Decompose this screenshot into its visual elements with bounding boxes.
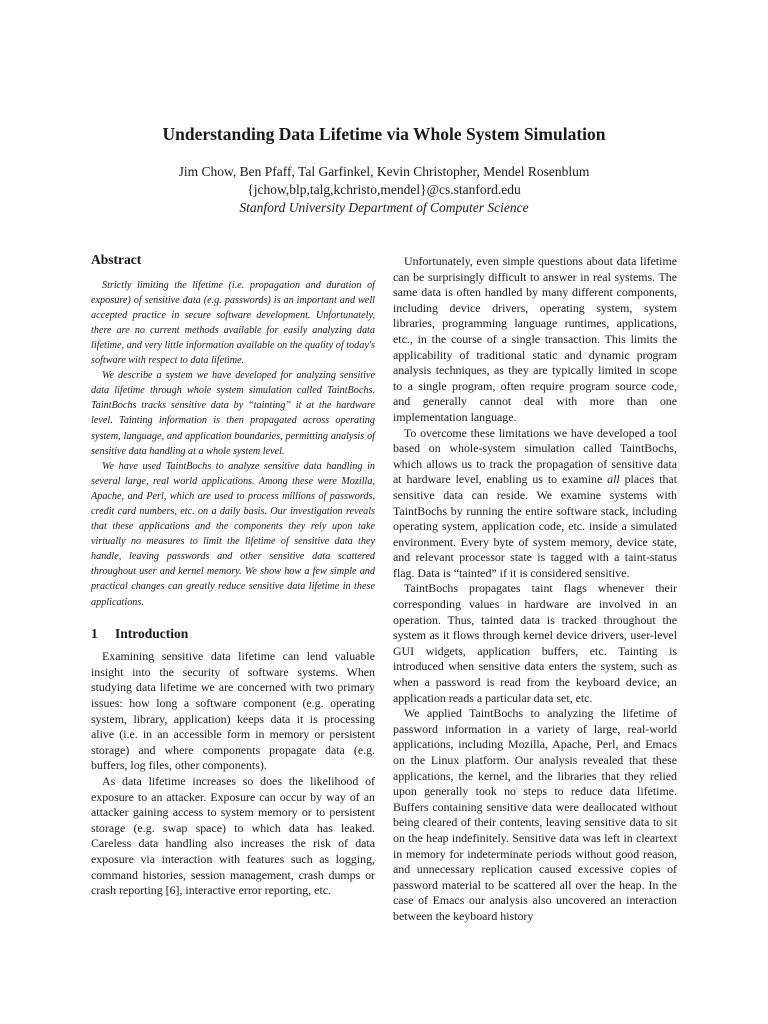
author-affiliation: Stanford University Department of Computer Science [239,200,529,215]
emphasis-text: all [607,472,620,487]
introduction-heading [91,626,375,642]
abstract-paragraph: We describe a system we have developed for analyzing sensitive data lifetime through whole system simulation called TaintBochs. TaintBochs tracks sensitive data by “tainting” it at the hardware level. Tainting information is then propagated across operating system, language, and application boundaries, permitting analysis of sensitive data handling at a whole system level. [91,370,375,457]
text-run: places that sensitive data can reside. We examine systems with TaintBochs by running the entire software stack, including operating system, application code, etc. inside a simulated environment. Every byte of system memory, device state, and relevant processor state is tagged with a taint-status flag. Data is “tainted” if it is considered sensitive. [393,472,677,580]
body-paragraph: TaintBochs propagates taint flags whenever their corresponding values in hardware are involved in an operation. Thus, tainted data is tracked throughout the system as it flows through kernel device drivers, user-level GUI widgets, application buffers, etc. Tainting is introduced when sensitive data enters the system, such as when a password is read from the keyboard device, an application reads a particular data set, etc. [393,581,677,705]
abstract-paragraph: We have used TaintBochs to analyze sensitive data handling in several large, real world applications. Among these were Mozilla, Apache, and Perl, which are used to process millions of passwords, credit card numbers, etc. on a daily basis. Our investigation reveals that these applications and the components they rely upon take virtually no measures to limit the lifetime of sensitive data they handle, leaving passwords and other sensitive data scattered throughout user and kernel memory. We show how a few simple and practical changes can greatly reduce sensitive data lifetime in these applications. [91,460,375,608]
abstract-paragraph: Strictly limiting the lifetime (i.e. propagation and duration of exposure) of sensitive data (e.g. passwords) is an important and well accepted practice in secure software development. Unfortunately, there are no current methods available for easily analyzing data lifetime, and very little information available on the quality of today's software with respect to data lifetime. [91,279,375,367]
author-block [0,163,768,217]
section-number: 1 [91,625,98,641]
left-column [91,248,375,899]
right-column [393,254,677,925]
paper-title: Understanding Data Lifetime via Whole System Simulation [162,124,606,144]
text-run: To overcome these limitations we have developed a tool based on whole-system simulation called TaintBochs, which allows us to track the propagation of sensitive data at hardware level, enabling us to examine [393,425,677,487]
introduction-body [91,649,375,899]
abstract-heading: Abstract [91,252,142,267]
author-emails: {jchow,blp,talg,kchristo,mendel}@cs.stanford.edu [247,182,521,197]
body-paragraph: As data lifetime increases so does the likelihood of exposure to an attacker. Exposure can occur by way of an attacker gaining access to system memory or to persistent storage (e.g. swap space) to which data has leaked. Careless data handling also increases the risk of data exposure via interaction with features such as logging, command histories, session management, crash dumps or crash reporting [6], interactive error reporting, etc. [91,774,375,898]
author-names: Jim Chow, Ben Pfaff, Tal Garfinkel, Kevin Christopher, Mendel Rosenblum [178,164,590,179]
body-paragraph [393,426,677,582]
body-paragraph: Examining sensitive data lifetime can lend valuable insight into the security of software systems. When studying data lifetime we are concerned with two primary issues: how long a software component (e.g. operating system, library, application) keeps data it is processing alive (i.e. in an accessible form in memory or persistent storage) and where components propagate data (e.g. buffers, log files, other components). [91,649,375,773]
body-paragraph: Unfortunately, even simple questions about data lifetime can be surprisingly difficult to answer in real systems. The same data is often handled by many different components, including device drivers, operating system, system libraries, programming language runtimes, applications, etc., in the course of a single transaction. This limits the applicability of traditional static and dynamic program analysis techniques, as they are typically limited in scope to a single program, often require program source code, and generally cannot deal with more than one implementation language. [393,254,677,424]
section-title: Introduction [115,625,189,641]
body-paragraph: We applied TaintBochs to analyzing the lifetime of password information in a variety of large, real-world applications, including Mozilla, Apache, Perl, and Emacs on the Linux platform. Our analysis revealed that these applications, the kernel, and the libraries that they relied upon generally took no steps to reduce data lifetime. Buffers containing sensitive data were deallocated without being cleared of their contents, leaving sensitive data to sit on the heap indefinitely. Sensitive data was left in cleartext in memory for indeterminate periods without good reason, and unnecessary replication caused excessive copies of password material to be scattered all over the heap. In the case of Emacs our analysis also uncovered an interaction between the keyboard history [393,706,677,923]
abstract-body [91,278,375,610]
